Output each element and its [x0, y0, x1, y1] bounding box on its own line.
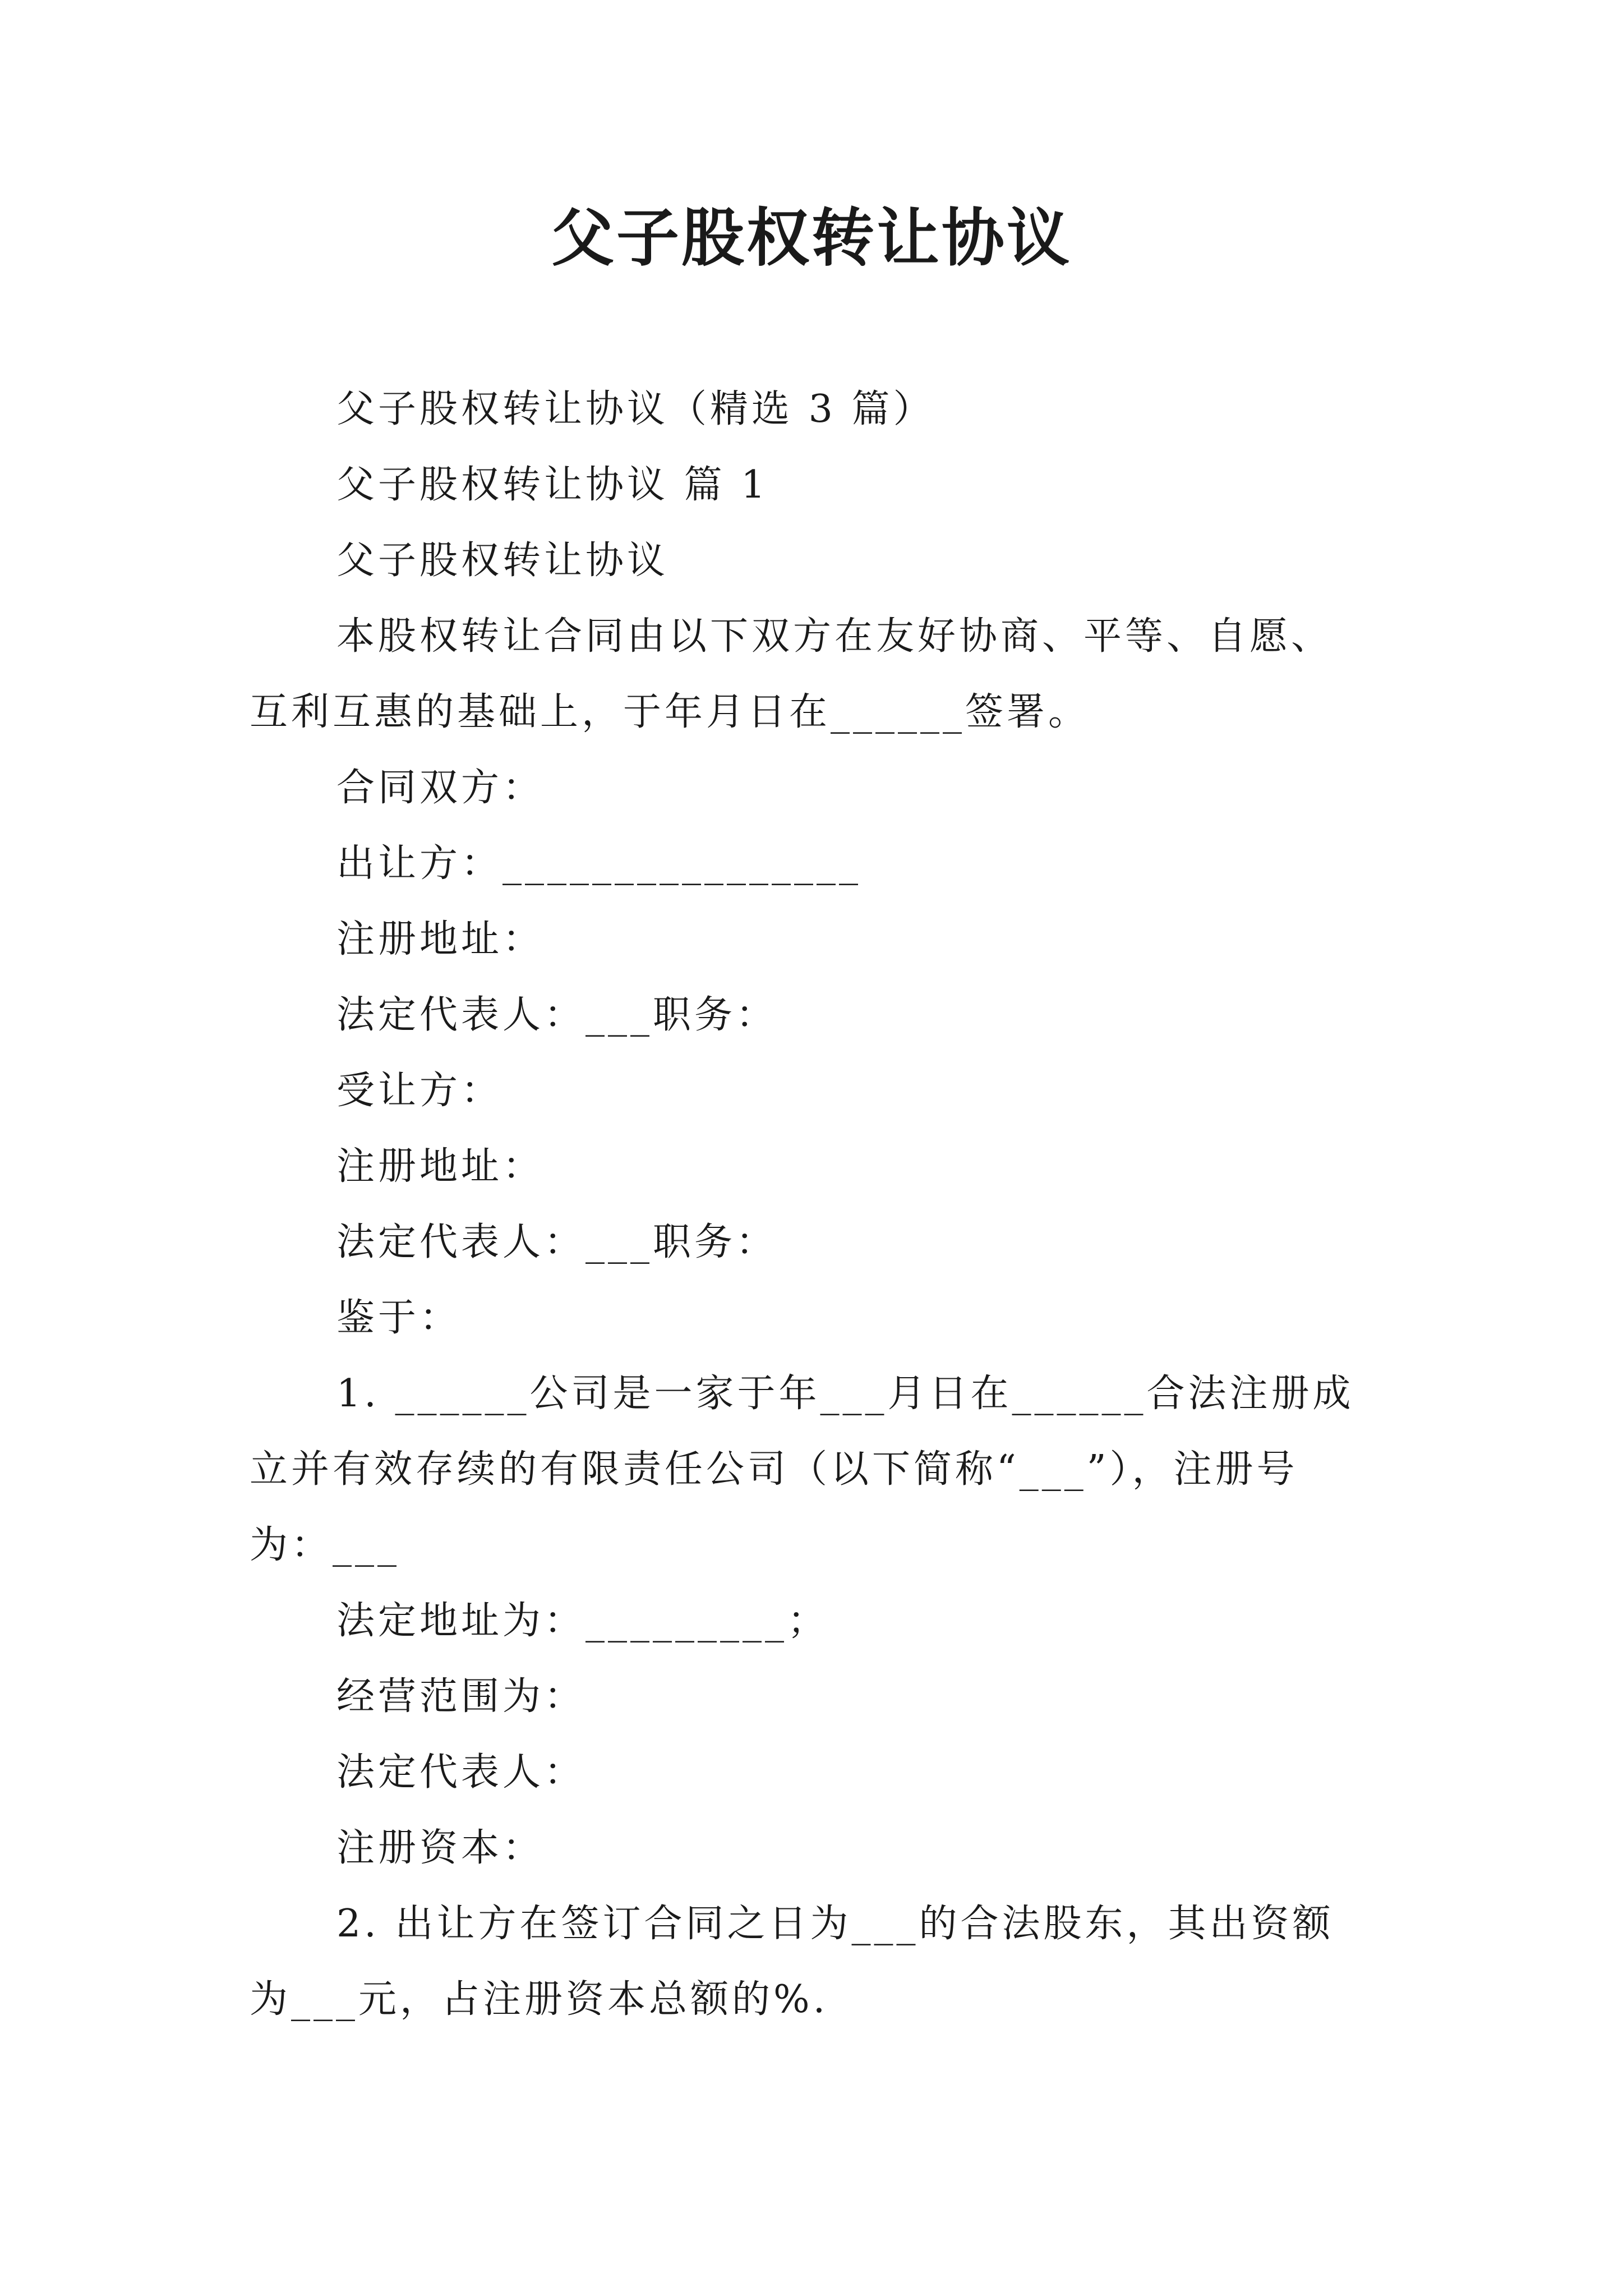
- transferor-address-field: 注册地址：: [336, 917, 545, 961]
- transferor-field: 出让方：________________: [336, 841, 862, 886]
- parties-heading: 合同双方：: [336, 766, 545, 810]
- legal-address-field: 法定地址为：_________；: [336, 1599, 829, 1643]
- clause-1-line-3: 为：___: [250, 1523, 400, 1567]
- article-heading-1: 父子股权转让协议 篇 1: [336, 463, 769, 507]
- transferee-representative-field: 法定代表人：___职务：: [336, 1220, 778, 1264]
- whereas-heading: 鉴于：: [336, 1296, 462, 1340]
- paragraph-intro-line-2: 互利互惠的基础上，于年月日在______签署。: [250, 690, 1090, 734]
- company-representative-field: 法定代表人：: [336, 1750, 586, 1795]
- document-title: 父子股权转让协议: [551, 201, 1072, 275]
- agreement-title-line: 父子股权转让协议: [336, 539, 669, 583]
- paragraph-intro-line-1: 本股权转让合同由以下双方在友好协商、平等、自愿、: [336, 614, 1333, 659]
- registered-capital-field: 注册资本：: [336, 1826, 545, 1870]
- subtitle-selected-articles: 父子股权转让协议（精选 3 篇）: [336, 387, 935, 431]
- clause-1-line-1: 1. ______公司是一家于年___月日在______合法注册成: [336, 1372, 1354, 1416]
- clause-1-line-2: 立并有效存续的有限责任公司（以下简称“___”），注册号: [250, 1447, 1298, 1492]
- transferor-representative-field: 法定代表人：___职务：: [336, 993, 778, 1037]
- transferee-field: 受让方：: [336, 1069, 503, 1113]
- clause-2-line-1: 2. 出让方在签订合同之日为___的合法股东，其出资额: [336, 1902, 1334, 1946]
- business-scope-field: 经营范围为：: [336, 1674, 586, 1719]
- clause-2-line-2: 为___元，占注册资本总额的%.: [250, 1977, 829, 2022]
- transferee-address-field: 注册地址：: [336, 1144, 545, 1189]
